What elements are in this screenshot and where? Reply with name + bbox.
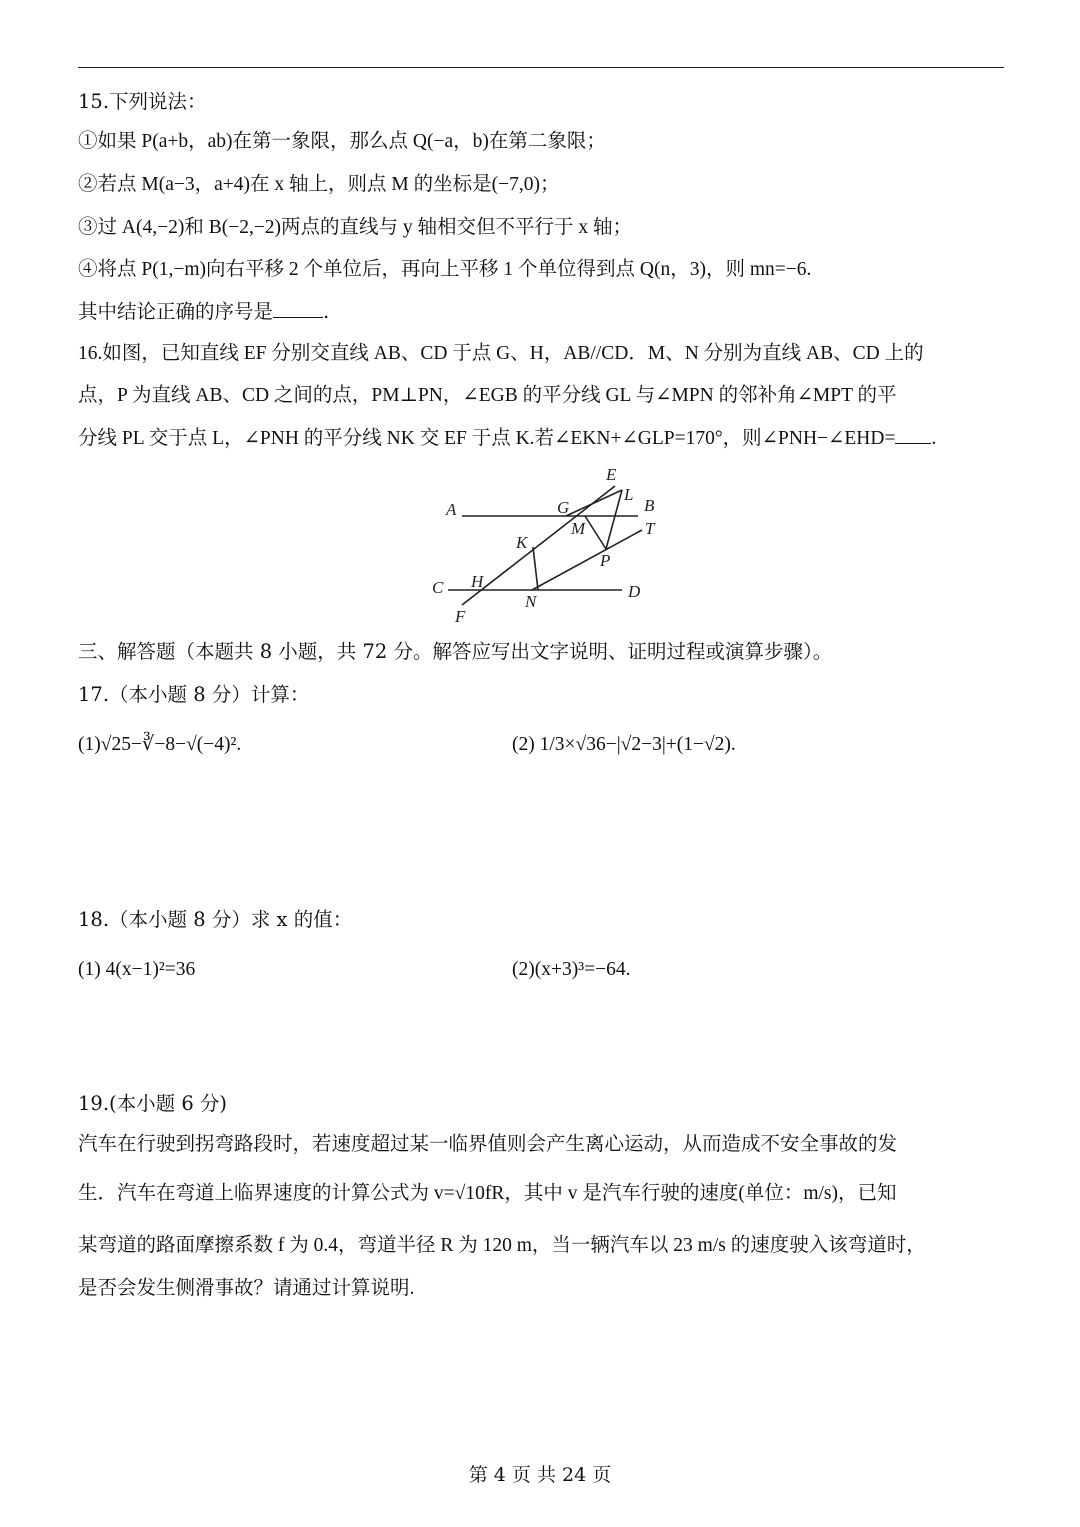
q19-line-2: 生．汽车在弯道上临界速度的计算公式为 v=√10fR，其中 v 是汽车行驶的速度(单位：m/s)，已知 <box>78 1183 897 1204</box>
q18-title: 18.（本小题 8 分）求 x 的值： <box>78 908 353 931</box>
q16-line-1: 16.如图，已知直线 EF 分别交直线 AB、CD 于点 G、H，AB//CD．M、N 分别为直线 AB、CD 上的 <box>78 343 924 364</box>
label-l: L <box>624 485 634 504</box>
label-d: D <box>628 582 641 601</box>
header-rule <box>78 67 1004 68</box>
q19-title: 19.(本小题 6 分) <box>78 1092 228 1115</box>
page-footer: 第 4 页 共 24 页 <box>468 1464 612 1486</box>
q17-title: 17.（本小题 8 分）计算： <box>78 683 310 706</box>
label-f: F <box>455 607 466 626</box>
q15-title: 15.下列说法： <box>78 90 207 113</box>
segment-pl <box>606 490 622 549</box>
label-g: G <box>557 498 570 517</box>
q18-part-1: (1) 4(x−1)²=36 <box>78 959 196 980</box>
label-p: P <box>600 551 611 570</box>
q15-statement-4: ④将点 P(1,−m)向右平移 2 个单位后，再向上平移 1 个单位得到点 Q(n，3)，则 mn=−6. <box>78 259 812 280</box>
label-c: C <box>432 578 444 597</box>
label-b: B <box>644 496 655 515</box>
q17-part-2: (2) 1/3×√36−|√2−3|+(1−√2). <box>512 734 736 755</box>
q16-line-3 <box>78 425 936 453</box>
section-3-heading: 三、解答题（本题共 8 小题，共 72 分。解答应写出文字说明、证明过程或演算步骤）。 <box>78 640 833 663</box>
q15-statement-2: ②若点 M(a−3，a+4)在 x 轴上，则点 M 的坐标是(−7,0)； <box>78 174 560 195</box>
line-nt <box>532 530 642 590</box>
answer-blank <box>895 425 931 444</box>
geometry-figure <box>420 460 680 630</box>
label-h: H <box>471 572 484 591</box>
q15-question-end: . <box>323 300 330 323</box>
label-n: N <box>525 592 537 611</box>
segment-pm <box>585 516 606 549</box>
segment-gl <box>566 490 622 516</box>
label-a: A <box>446 500 457 519</box>
label-m: M <box>571 519 586 538</box>
q19-line-1: 汽车在行驶到拐弯路段时，若速度超过某一临界值则会产生离心运动，从而造成不安全事故的发 <box>78 1134 898 1155</box>
label-e: E <box>606 465 617 484</box>
q16-line-3-text: 分线 PL 交于点 L，∠PNH 的平分线 NK 交 EF 于点 K.若∠EKN+∠GLP=170°，则∠PNH−∠EHD= <box>78 428 896 449</box>
label-t: T <box>645 519 655 538</box>
q15-question <box>78 298 329 326</box>
q15-statement-3: ③过 A(4,−2)和 B(−2,−2)两点的直线与 y 轴相交但不平行于 x 轴； <box>78 217 633 238</box>
q18-part-2: (2)(x+3)³=−64. <box>512 959 631 980</box>
q19-line-4: 是否会发生侧滑事故？请通过计算说明. <box>78 1278 415 1299</box>
q17-part-1: (1)√25−∛−8−√(−4)². <box>78 734 242 755</box>
q19-line-3: 某弯道的路面摩擦系数 f 为 0.4，弯道半径 R 为 120 m，当一辆汽车以 23 m/s 的速度驶入该弯道时， <box>78 1235 926 1256</box>
q16-line-3-end: . <box>931 428 937 449</box>
q15-question-text: 其中结论正确的序号是 <box>78 300 274 323</box>
label-k: K <box>516 533 528 552</box>
q15-statement-1: ①如果 P(a+b，ab)在第一象限，那么点 Q(−a，b)在第二象限； <box>78 131 606 152</box>
segment-kn <box>533 547 538 590</box>
q16-line-2: 点，P 为直线 AB、CD 之间的点，PM⊥PN，∠EGB 的平分线 GL 与∠MPN 的邻补角∠MPT 的平 <box>78 385 897 406</box>
answer-blank <box>273 299 323 318</box>
